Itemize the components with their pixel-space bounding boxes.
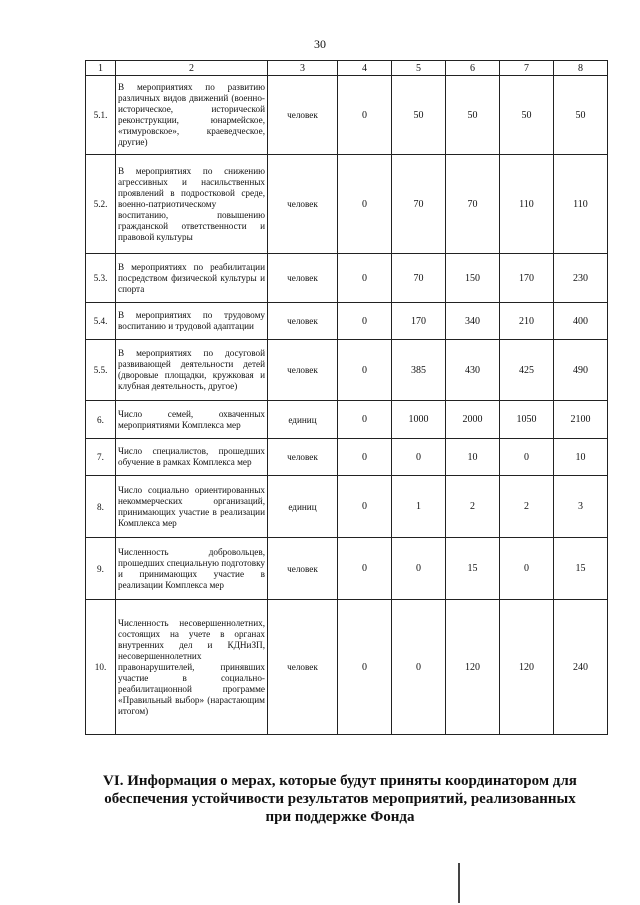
- row-unit: человек: [268, 340, 338, 401]
- table-row: [86, 155, 608, 254]
- row-value-col4: 0: [338, 155, 392, 254]
- row-value-col4: 0: [338, 439, 392, 476]
- row-value-col7: 210: [500, 303, 554, 340]
- row-value-col4: 0: [338, 340, 392, 401]
- row-number: 5.2.: [86, 155, 116, 254]
- header-cell: 7: [500, 61, 554, 76]
- row-value-col8: 110: [554, 155, 608, 254]
- row-value-col5: 0: [392, 600, 446, 735]
- row-value-col4: 0: [338, 254, 392, 303]
- header-cell: 6: [446, 61, 500, 76]
- row-value-col8: 15: [554, 538, 608, 600]
- row-number: 5.1.: [86, 76, 116, 155]
- row-value-col5: 0: [392, 538, 446, 600]
- row-number: 9.: [86, 538, 116, 600]
- row-value-col7: 0: [500, 439, 554, 476]
- row-description: Численность добровольцев, прошедших специальную подготовку и принимающих участие в реализации Комплекса мер: [116, 538, 268, 600]
- row-description: В мероприятиях по снижению агрессивных и насильственных проявлений в подростковой среде, военно-патриотическому воспитанию, повышению гражданской ответственности и правовой культуры: [116, 155, 268, 254]
- row-value-col6: 10: [446, 439, 500, 476]
- row-unit: человек: [268, 155, 338, 254]
- header-cell: 8: [554, 61, 608, 76]
- row-value-col5: 385: [392, 340, 446, 401]
- table-row: [86, 476, 608, 538]
- row-description: Число специалистов, прошедших обучение в рамках Комплекса мер: [116, 439, 268, 476]
- scan-artifact: [457, 863, 461, 903]
- row-value-col5: 1000: [392, 401, 446, 439]
- row-value-col7: 120: [500, 600, 554, 735]
- row-value-col5: 170: [392, 303, 446, 340]
- section-heading: VI. Информация о мерах, которые будут приняты координатором для обеспечения устойчивости результатов мероприятий, реализованных при поддержке Фонда: [103, 773, 577, 825]
- row-unit: единиц: [268, 401, 338, 439]
- row-value-col6: 15: [446, 538, 500, 600]
- row-number: 5.4.: [86, 303, 116, 340]
- row-number: 8.: [86, 476, 116, 538]
- row-value-col7: 1050: [500, 401, 554, 439]
- row-value-col8: 50: [554, 76, 608, 155]
- row-unit: человек: [268, 76, 338, 155]
- header-cell: 5: [392, 61, 446, 76]
- row-unit: человек: [268, 538, 338, 600]
- row-value-col7: 50: [500, 76, 554, 155]
- row-value-col8: 400: [554, 303, 608, 340]
- row-value-col6: 2000: [446, 401, 500, 439]
- row-value-col8: 490: [554, 340, 608, 401]
- row-unit: единиц: [268, 476, 338, 538]
- header-cell: 1: [86, 61, 116, 76]
- table-row: [86, 340, 608, 401]
- row-value-col7: 425: [500, 340, 554, 401]
- table-row: [86, 538, 608, 600]
- row-value-col4: 0: [338, 476, 392, 538]
- row-value-col4: 0: [338, 303, 392, 340]
- table-header-row: [86, 61, 608, 76]
- row-value-col7: 170: [500, 254, 554, 303]
- row-value-col6: 340: [446, 303, 500, 340]
- table-row: [86, 76, 608, 155]
- row-unit: человек: [268, 303, 338, 340]
- header-cell: 2: [116, 61, 268, 76]
- row-value-col4: 0: [338, 401, 392, 439]
- row-value-col8: 3: [554, 476, 608, 538]
- table-row: [86, 439, 608, 476]
- row-value-col7: 0: [500, 538, 554, 600]
- row-description: Число социально ориентированных некоммерческих организаций, принимающих участие в реализации Комплекса мер: [116, 476, 268, 538]
- row-value-col5: 1: [392, 476, 446, 538]
- indicators-table: [85, 60, 608, 735]
- row-description: В мероприятиях по досуговой развивающей деятельности детей (дворовые площадки, кружковая и клубная деятельность, другое): [116, 340, 268, 401]
- row-value-col4: 0: [338, 76, 392, 155]
- table-row: [86, 600, 608, 735]
- row-number: 10.: [86, 600, 116, 735]
- row-value-col6: 150: [446, 254, 500, 303]
- row-description: В мероприятиях по реабилитации посредством физической культуры и спорта: [116, 254, 268, 303]
- row-value-col6: 2: [446, 476, 500, 538]
- row-value-col6: 70: [446, 155, 500, 254]
- row-value-col8: 10: [554, 439, 608, 476]
- row-unit: человек: [268, 439, 338, 476]
- row-value-col5: 70: [392, 254, 446, 303]
- row-value-col4: 0: [338, 538, 392, 600]
- header-cell: 3: [268, 61, 338, 76]
- header-cell: 4: [338, 61, 392, 76]
- row-value-col6: 430: [446, 340, 500, 401]
- row-value-col5: 0: [392, 439, 446, 476]
- row-value-col6: 50: [446, 76, 500, 155]
- row-value-col7: 2: [500, 476, 554, 538]
- row-number: 7.: [86, 439, 116, 476]
- row-number: 6.: [86, 401, 116, 439]
- row-value-col7: 110: [500, 155, 554, 254]
- row-number: 5.3.: [86, 254, 116, 303]
- row-unit: человек: [268, 600, 338, 735]
- table-row: [86, 254, 608, 303]
- row-description: В мероприятиях по трудовому воспитанию и трудовой адаптации: [116, 303, 268, 340]
- table-row: [86, 303, 608, 340]
- row-value-col4: 0: [338, 600, 392, 735]
- row-number: 5.5.: [86, 340, 116, 401]
- row-value-col8: 2100: [554, 401, 608, 439]
- row-value-col6: 120: [446, 600, 500, 735]
- row-value-col8: 230: [554, 254, 608, 303]
- row-description: В мероприятиях по развитию различных видов движений (военно-историческое, исторической реконструкции, юнармейское, «тимуровское», краеведческое, другие): [116, 76, 268, 155]
- page-number: 30: [314, 37, 326, 51]
- row-unit: человек: [268, 254, 338, 303]
- table-row: [86, 401, 608, 439]
- row-description: Число семей, охваченных мероприятиями Комплекса мер: [116, 401, 268, 439]
- row-description: Численность несовершеннолетних, состоящих на учете в органах внутренних дел и КДНиЗП, несовершеннолетних правонарушителей, принявших участие в социально-реабилитационной программе «Правильный выбор» (нарастающим итогом): [116, 600, 268, 735]
- row-value-col8: 240: [554, 600, 608, 735]
- row-value-col5: 70: [392, 155, 446, 254]
- row-value-col5: 50: [392, 76, 446, 155]
